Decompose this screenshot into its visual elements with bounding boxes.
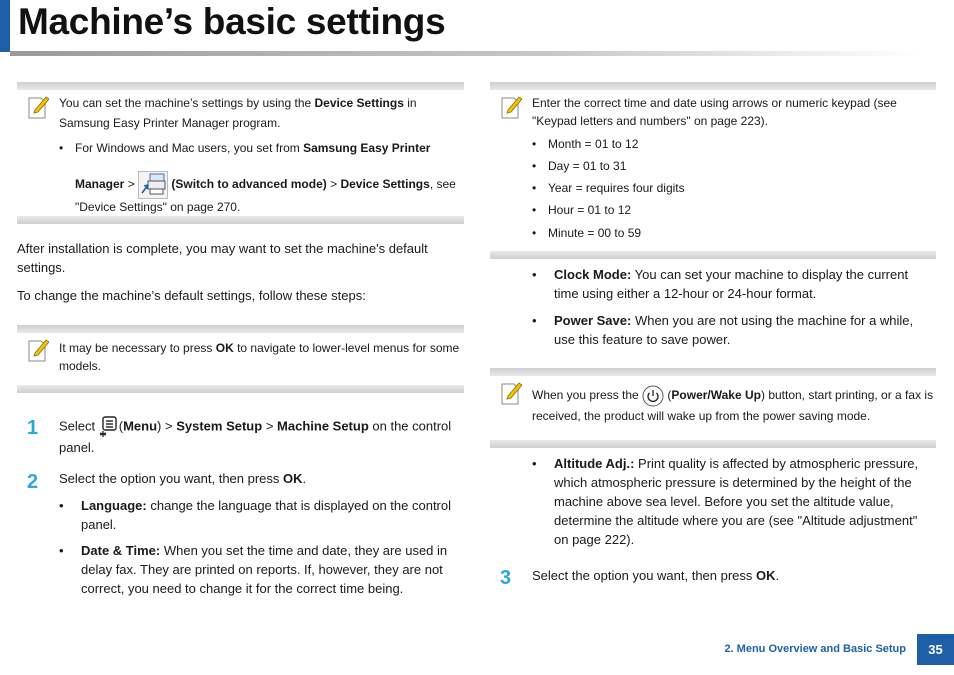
note-pencil-icon bbox=[500, 380, 522, 406]
intro-paragraph-2: To change the machine’s default settings, follow these steps: bbox=[17, 288, 366, 303]
bullet-clock-mode: • Clock Mode: You can set your machine to display the current time using either a 12-hour or 24-hour format. bbox=[532, 267, 909, 301]
page-title: Machine’s basic settings bbox=[18, 1, 446, 42]
step-2-text: Select the option you want, then press OK. bbox=[59, 471, 307, 486]
note-bullet: • For Windows and Mac users, you set from Samsung Easy Printer Manager > (Switch to advanced mode) > Device Settings, see "Device Settings" on page 270. bbox=[59, 141, 456, 214]
page-number-badge bbox=[917, 634, 954, 665]
note-body: Enter the correct time and date using arrows or numeric keypad (see "Keypad letters and numbers" on page 223). bbox=[532, 96, 897, 128]
note-date-time-entry bbox=[490, 82, 936, 259]
note-pencil-icon bbox=[27, 94, 49, 120]
page-number: 35 bbox=[928, 642, 943, 657]
date-range-item: • Day = 01 to 31 bbox=[532, 159, 627, 173]
note-line-2: Samsung Easy Printer Manager program. bbox=[59, 116, 281, 130]
footer-chapter-title: 2. Menu Overview and Basic Setup bbox=[724, 643, 906, 655]
power-icon bbox=[642, 385, 664, 407]
note-top-bar bbox=[490, 368, 936, 376]
date-range-item: • Month = 01 to 12 bbox=[532, 137, 639, 151]
switch-advanced-mode-icon bbox=[138, 171, 168, 199]
date-range-item: • Year = requires four digits bbox=[532, 181, 685, 195]
date-range-item: • Minute = 00 to 59 bbox=[532, 226, 642, 240]
note-bottom-bar bbox=[490, 251, 936, 259]
note-body: It may be necessary to press OK to navigate to lower-level menus for some models. bbox=[59, 341, 460, 373]
note-top-bar bbox=[17, 325, 464, 333]
note-bottom-bar bbox=[17, 216, 464, 224]
note-top-bar bbox=[17, 82, 464, 90]
note-line-1: You can set the machine’s settings by using the Device Settings in bbox=[59, 96, 417, 110]
step-3-text: Select the option you want, then press OK. bbox=[532, 568, 780, 583]
step-1-number: 1 bbox=[27, 417, 39, 439]
bullet-altitude-adj: • Altitude Adj.: Print quality is affected by atmospheric pressure, which atmospheric pressure is determined by the height of the machine above sea level. Before you set the altitude value, determine the altitude where you are (see "Altitude adjustment" on page 222). bbox=[532, 456, 919, 547]
note-power-wake-up bbox=[490, 368, 936, 448]
bullet-language: • Language: change the language that is displayed on the control panel. bbox=[59, 498, 452, 532]
note-ok-navigation bbox=[17, 325, 464, 393]
note-pencil-icon bbox=[27, 337, 49, 363]
title-divider bbox=[10, 51, 920, 56]
date-range-item: • Hour = 01 to 12 bbox=[532, 203, 632, 217]
note-top-bar bbox=[490, 82, 936, 90]
step-3-number: 3 bbox=[500, 567, 512, 589]
step-1-text: Select (Menu) > System Setup > Machine Setup on the control panel. bbox=[59, 416, 464, 457]
note-device-settings bbox=[17, 82, 464, 224]
note-body: When you press the (Power/Wake Up) button, start printing, or a fax is received, the product will wake up from the power saving mode. bbox=[532, 385, 936, 425]
menu-icon bbox=[99, 416, 119, 438]
note-pencil-icon bbox=[500, 94, 522, 120]
bullet-power-save: • Power Save: When you are not using the machine for a while, use this feature to save power. bbox=[532, 313, 914, 347]
bullet-date-time: • Date & Time: When you set the time and date, they are used in delay fax. They are printed on reports. If, however, they are not correct, you need to change it for the correct time being. bbox=[59, 543, 448, 596]
intro-paragraph-1: After installation is complete, you may want to set the machine's default settings. bbox=[17, 241, 428, 275]
header-accent-bar bbox=[0, 0, 10, 52]
note-bottom-bar bbox=[490, 440, 936, 448]
note-bottom-bar bbox=[17, 385, 464, 393]
note-body bbox=[59, 94, 464, 132]
step-2-number: 2 bbox=[27, 471, 39, 493]
